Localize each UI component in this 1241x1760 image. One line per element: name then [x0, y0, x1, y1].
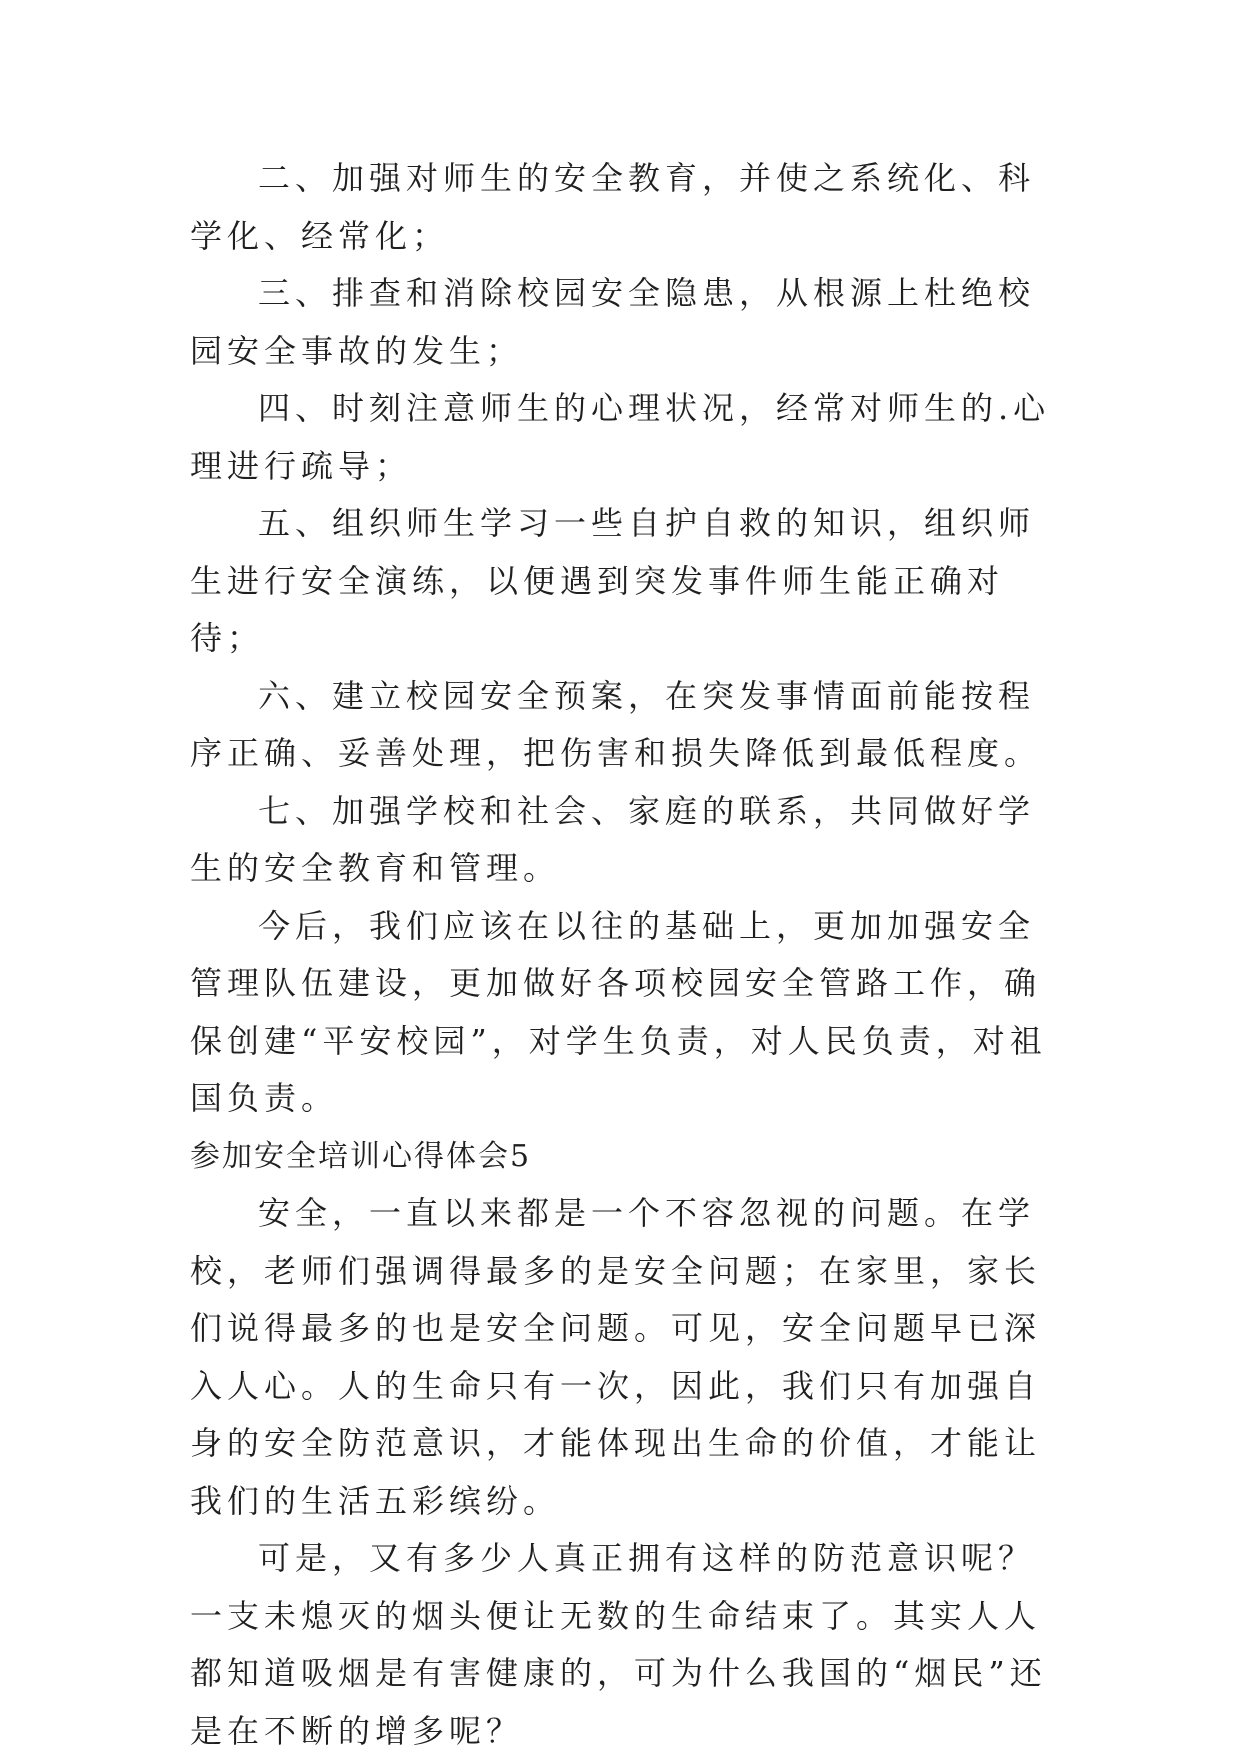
paragraph: 今后，我们应该在以往的基础上，更加加强安全管理队伍建设，更加做好各项校园安全管路工作，确保创建“平安校园”，对学生负责，对人民负责，对祖国负责。	[190, 906, 1047, 1117]
paragraph: 七、加强学校和社会、家庭的联系，共同做好学生的安全教育和管理。	[190, 791, 1036, 887]
paragraph: 四、时刻注意师生的心理状况，经常对师生的.心理进行疏导；	[190, 389, 1051, 485]
section-title: 参加安全培训心得体会5	[190, 1138, 532, 1174]
paragraph: 三、排查和消除校园安全隐患，从根源上杜绝校园安全事故的发生；	[190, 274, 1036, 370]
paragraph: 安全，一直以来都是一个不容忽视的问题。在学校，老师们强调得最多的是安全问题；在家里，家长们说得最多的也是安全问题。可见，安全问题早已深入人心。人的生命只有一次，因此，我们只有加强自身的安全防范意识，才能体现出生命的价值，才能让我们的生活五彩缤纷。	[190, 1194, 1042, 1520]
paragraph: 二、加强对师生的安全教育，并使之系统化、科学化、经常化；	[190, 159, 1036, 255]
document-body	[190, 150, 1055, 1760]
paragraph: 五、组织师生学习一些自护自救的知识，组织师生进行安全演练，以便遇到突发事件师生能正确对待；	[190, 504, 1036, 657]
paragraph: 六、建立校园安全预案，在突发事情面前能按程序正确、妥善处理，把伤害和损失降低到最低程度。	[190, 676, 1042, 772]
paragraph: 可是，又有多少人真正拥有这样的防范意识呢？一支未熄灭的烟头便让无数的生命结束了。其实人人都知道吸烟是有害健康的，可为什么我国的“烟民”还是在不断的增多呢？	[190, 1539, 1047, 1750]
